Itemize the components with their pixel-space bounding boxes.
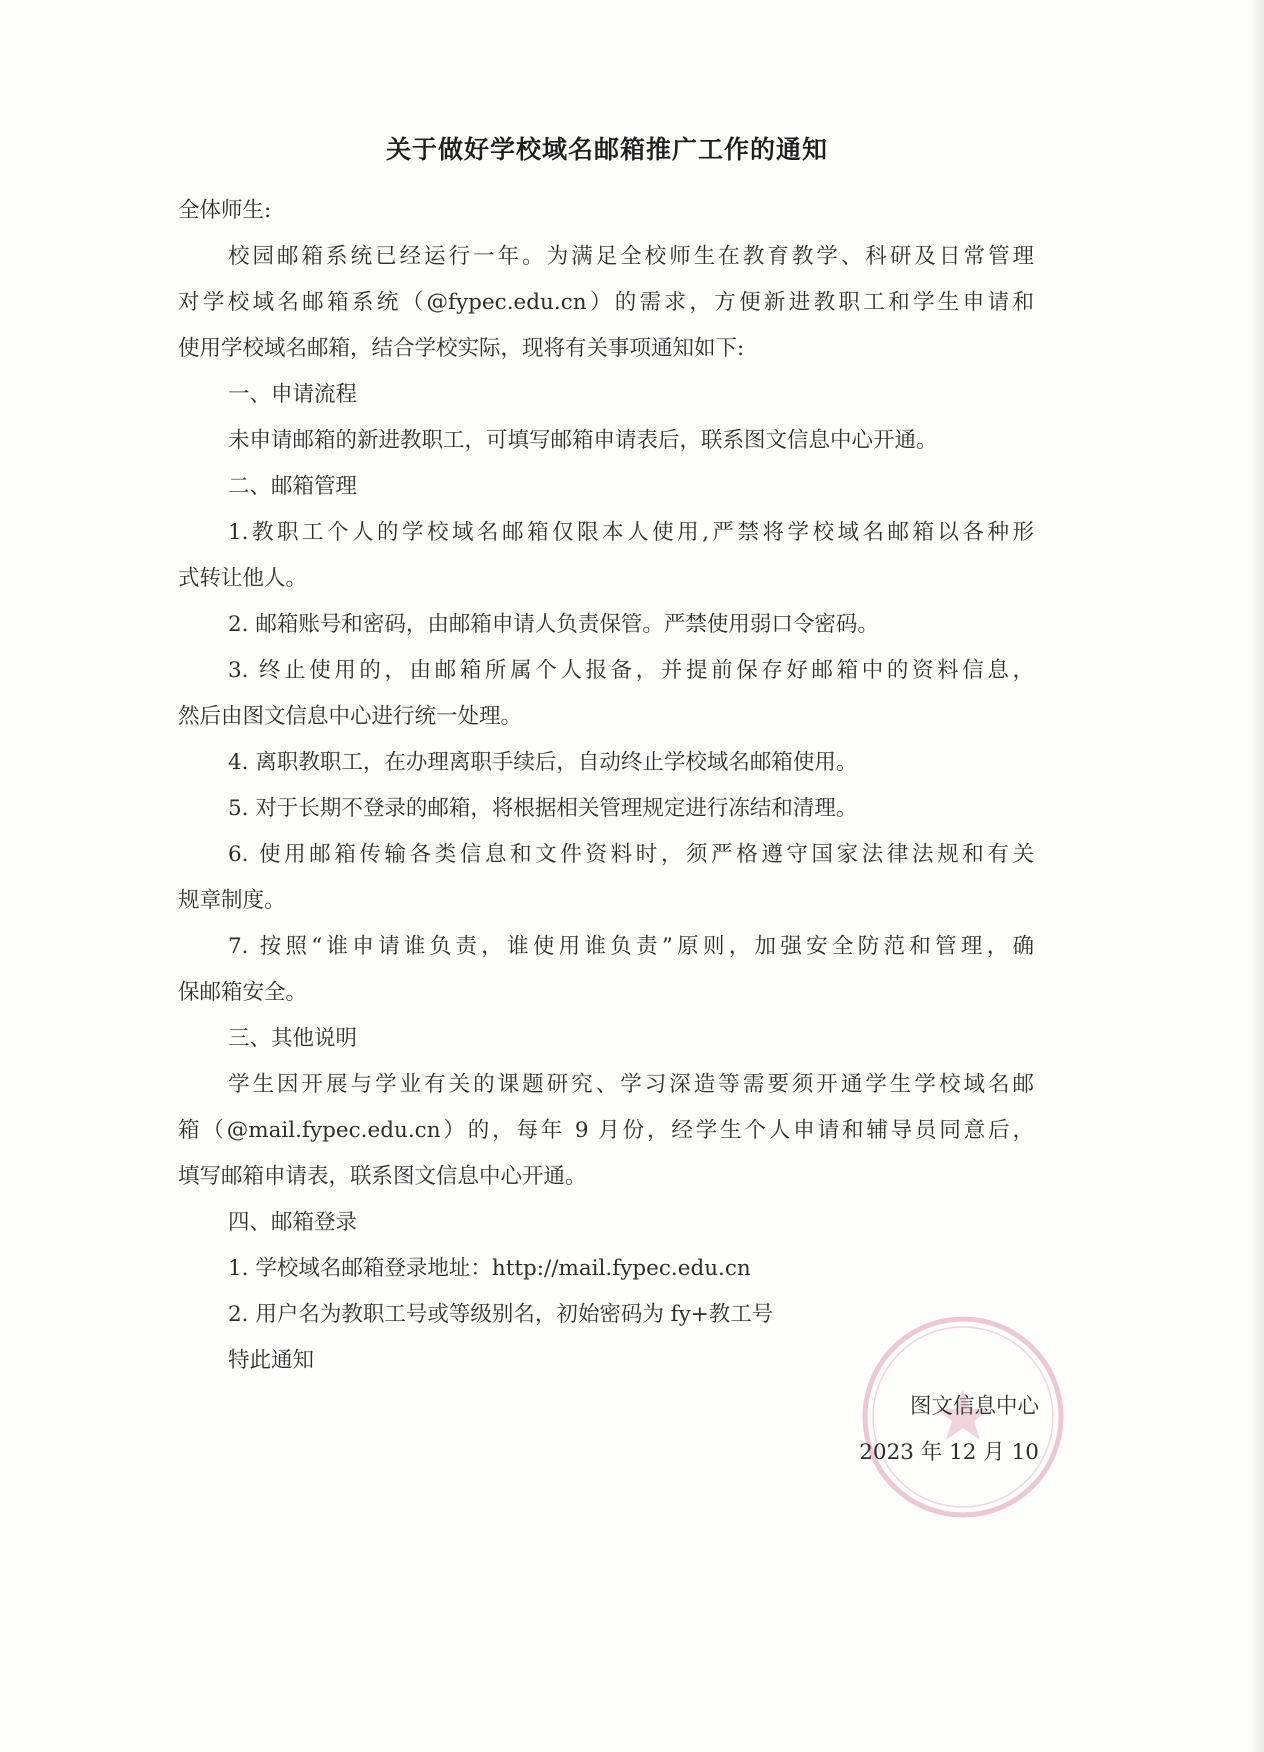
section-2-item-6-line-2: 规章制度。 (178, 888, 286, 913)
section-4-item-2: 2. 用户名为教职工号或等级别名，初始密码为 fy+教工号 (228, 1302, 774, 1327)
section-2-item-3-line-1: 3. 终止使用的，由邮箱所属个人报备，并提前保存好邮箱中的资料信息， (228, 658, 1034, 683)
section-2-item-5: 5. 对于长期不登录的邮箱，将根据相关管理规定进行冻结和清理。 (228, 796, 858, 821)
section-2-item-1-line-2: 式转让他人。 (178, 566, 308, 591)
section-2-heading: 二、邮箱管理 (228, 474, 358, 499)
section-1-heading: 一、申请流程 (228, 382, 358, 407)
intro-line-1: 校园邮箱系统已经运行一年。为满足全校师生在教育教学、科研及日常管理 (228, 244, 1034, 269)
section-2-item-7-line-1: 7. 按照“谁申请谁负责，谁使用谁负责”原则，加强安全防范和管理，确 (228, 934, 1034, 959)
section-3-line-1: 学生因开展与学业有关的课题研究、学习深造等需要须开通学生学校域名邮 (228, 1072, 1034, 1097)
section-1-line-1: 未申请邮箱的新进教职工，可填写邮箱申请表后，联系图文信息中心开通。 (228, 428, 938, 453)
document-title: 关于做好学校域名邮箱推广工作的通知 (385, 135, 828, 164)
section-2-item-7-line-2: 保邮箱安全。 (178, 980, 308, 1005)
signature-org: 图文信息中心 (909, 1394, 1039, 1419)
section-2-item-4: 4. 离职教职工，在办理离职手续后，自动终止学校域名邮箱使用。 (228, 750, 858, 775)
section-4-heading: 四、邮箱登录 (228, 1210, 358, 1235)
section-2-item-2: 2. 邮箱账号和密码，由邮箱申请人负责保管。严禁使用弱口令密码。 (228, 612, 879, 637)
section-4-item-1: 1. 学校域名邮箱登录地址：http://mail.fypec.edu.cn (228, 1256, 751, 1281)
section-2-item-6-line-1: 6. 使用邮箱传输各类信息和文件资料时，须严格遵守国家法律法规和有关 (228, 842, 1034, 867)
section-3-line-3: 填写邮箱申请表，联系图文信息中心开通。 (178, 1164, 587, 1189)
section-2-item-3-line-2: 然后由图文信息中心进行统一处理。 (178, 704, 523, 729)
intro-line-2: 对学校域名邮箱系统（@fypec.edu.cn）的需求，方便新进教职工和学生申请和 (178, 290, 1034, 315)
section-3-line-2: 箱（@mail.fypec.edu.cn）的，每年 9 月份，经学生个人申请和辅导员同意后， (178, 1118, 1034, 1143)
scan-edge-shadow (1250, 0, 1264, 1752)
section-2-item-1-line-1: 1.教职工个人的学校域名邮箱仅限本人使用,严禁将学校域名邮箱以各种形 (228, 520, 1034, 545)
salutation: 全体师生: (178, 198, 272, 223)
section-3-heading: 三、其他说明 (228, 1026, 358, 1051)
signature-date: 2023 年 12 月 10 (859, 1440, 1039, 1465)
intro-line-3: 使用学校域名邮箱，结合学校实际，现将有关事项通知如下: (178, 336, 745, 361)
closing-remark: 特此通知 (228, 1348, 315, 1373)
